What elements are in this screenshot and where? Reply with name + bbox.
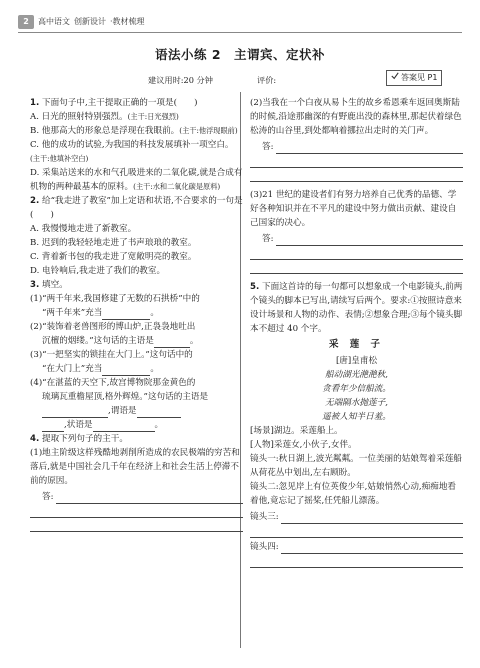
answer-line[interactable] (250, 154, 463, 168)
check-icon (391, 72, 399, 80)
q3-item-2a: (2)“装饰着老兽图形的博山炉,正袅袅地吐出 (30, 322, 196, 332)
q3-stem: 3. 填空。 (30, 280, 68, 290)
page-title: 语法小练 2 主谓宾、定状补 (154, 47, 326, 62)
answer-reference-text: 答案见 P1 (401, 73, 438, 82)
q3-item-1a: (1)“两千年来,我国修建了无数的石拱桥”中的 (30, 294, 200, 304)
answer-label: 答: (42, 492, 54, 502)
q3-4-blank-subject[interactable] (42, 406, 108, 418)
q2-option-d: D. 电铃响后,我走进了我们的教室。 (30, 266, 166, 276)
shot-3-row[interactable] (250, 508, 463, 524)
q2-option-a: A. 我慢慢地走进了新教室。 (30, 224, 137, 234)
q3-item-4d: ,状语是 。 (30, 418, 243, 432)
q4-item-1: (1)地主阶级这样残酷地剥削所造成的农民极端的穷苦和落后,就是中国社会几千年在经济上和社会生活上停滞不前的原因。 (30, 448, 240, 486)
poem-line: 船动湖光滟滟秋, (325, 370, 388, 380)
people-label: [人物]采莲女,小伙子,女伴。 (250, 440, 357, 450)
q3-1-blank[interactable] (102, 308, 150, 320)
q1-stem: 1. 下面句子中,主干提取正确的一项是( ) (30, 98, 198, 108)
answer-line[interactable] (30, 504, 243, 518)
poem-line: 贪看年少信船流。 (322, 384, 391, 394)
q3-3-blank[interactable] (102, 364, 150, 376)
q3-2-blank[interactable] (154, 336, 190, 348)
answer-line[interactable] (250, 554, 463, 568)
shot-3-label: 镜头三: (250, 512, 279, 522)
q5-stem: 5. 下面这首诗的每一句都可以想象成一个电影镜头,前两个镜头的脚本已写出,请续写后两个。要求:①按照诗意来设计场景和人物的动作、表情;②想象合理;③每个镜头脚本不超过 40 个字。 (250, 282, 463, 334)
time-label: 建议用时:20 分钟 (148, 75, 213, 85)
shot-4-label: 镜头四: (250, 542, 279, 552)
right-column (250, 96, 463, 568)
q4-item-3: (3)21 世纪的建设者们有努力培养自己优秀的品德、学好各种知识并在不平凡的建设中努力做出贡献、建设自己国家的决心。 (250, 190, 457, 228)
answer-label: 答: (262, 142, 274, 152)
q2-option-c: C. 背着新书包的我走进了宽敞明亮的教室。 (30, 252, 197, 262)
brand-label: 创新设计 (74, 17, 106, 26)
q3-item-4c: ,谓语是 (30, 404, 243, 418)
q3-item-4a: (4)“在湛蓝的天空下,故宫博物院那金黄色的 (30, 378, 196, 388)
q1-option-a: A. 日光的照射特别强烈。(主干:日光强烈) (30, 112, 179, 122)
q3-4-blank-adverbial[interactable] (93, 420, 155, 432)
poem-title: 采 莲 子 (328, 339, 385, 350)
q4-item-2: (2)当我在一个白夜从易卜生的故乡希恩乘车返回奥斯陆的时候,沿途那幽深的有野鹿出没的森林里,那起伏着绿色松涛的山谷里,到处都响着挪拉出走时的关门声。 (250, 98, 462, 136)
q4-2-answer-row[interactable] (250, 138, 463, 154)
subject-label: 高中语文 (38, 17, 70, 26)
q3-4-blank-pre[interactable] (42, 420, 64, 432)
answer-reference (386, 70, 442, 86)
shot-4-row[interactable] (250, 538, 463, 554)
q4-3-answer-row[interactable] (250, 230, 463, 246)
answer-line[interactable] (30, 518, 243, 532)
poem-line: 遥被人知半日羞。 (322, 412, 391, 422)
score-label: 评价: (257, 75, 277, 85)
answer-label: 答: (262, 234, 274, 244)
q4-stem: 4. 提取下列句子的主干。 (30, 434, 128, 444)
q1-option-c: C. 他的成功的试验,为我国的科技发展填补一项空白。(主干:他填补空白) (30, 140, 234, 163)
q4-1-answer-row[interactable] (30, 488, 243, 504)
page-header (18, 14, 145, 30)
q2-stem: 2. 给“我走进了教室”加上定语和状语,不合要求的一句是( ) (30, 196, 243, 220)
section-label: ·教材梳理 (110, 17, 145, 26)
answer-line[interactable] (250, 246, 463, 260)
q3-item-4b: 琉璃瓦重檐屋顶,格外辉煌。”这句话的主语是 (42, 392, 209, 402)
left-column (30, 96, 243, 532)
q3-item-2b: 沉檀的烟缕。”这句话的主语是 。 (42, 336, 199, 346)
poem-line: 无端隔水抛莲子, (325, 398, 388, 408)
shot-1: 镜头一:秋日湖上,波光粼粼。一位美丽的姑娘驾着采莲船从荷花丛中划出,左右顾盼。 (250, 454, 462, 478)
q1-option-b: B. 他那高大的形象总是浮现在我眼前。(主干:他浮现眼前) (30, 126, 238, 136)
page-number: 2 (18, 15, 34, 29)
answer-line[interactable] (250, 524, 463, 538)
header-rule (18, 32, 462, 33)
q3-item-3b: “在大门上”充当 。 (42, 364, 159, 374)
q1-option-d: D. 采集站送来的水和气孔吸进来的二氧化碳,就是合成有机物的两种最基本的原料。(主干:水和二氧化碳是原料) (30, 168, 243, 192)
answer-line[interactable] (250, 260, 463, 274)
q3-4-blank-predicate[interactable] (137, 406, 181, 418)
q2-option-b: B. 迟到的我轻轻地走进了书声琅琅的教室。 (30, 238, 197, 248)
shot-2: 镜头二:忽见岸上有位英俊少年,姑娘悄然心动,痴痴地看着他,竟忘记了摇桨,任凭船儿漂荡。 (250, 482, 457, 506)
q3-item-3a: (3)“一把坚实的锁挂在大门上。”这句话中的 (30, 350, 193, 360)
q3-item-1b: “两千年来”充当 。 (42, 308, 159, 318)
scene-label: [场景]湖边。采莲船上。 (250, 426, 343, 436)
answer-line[interactable] (250, 168, 463, 182)
poem-author: [唐]皇甫松 (335, 356, 378, 366)
